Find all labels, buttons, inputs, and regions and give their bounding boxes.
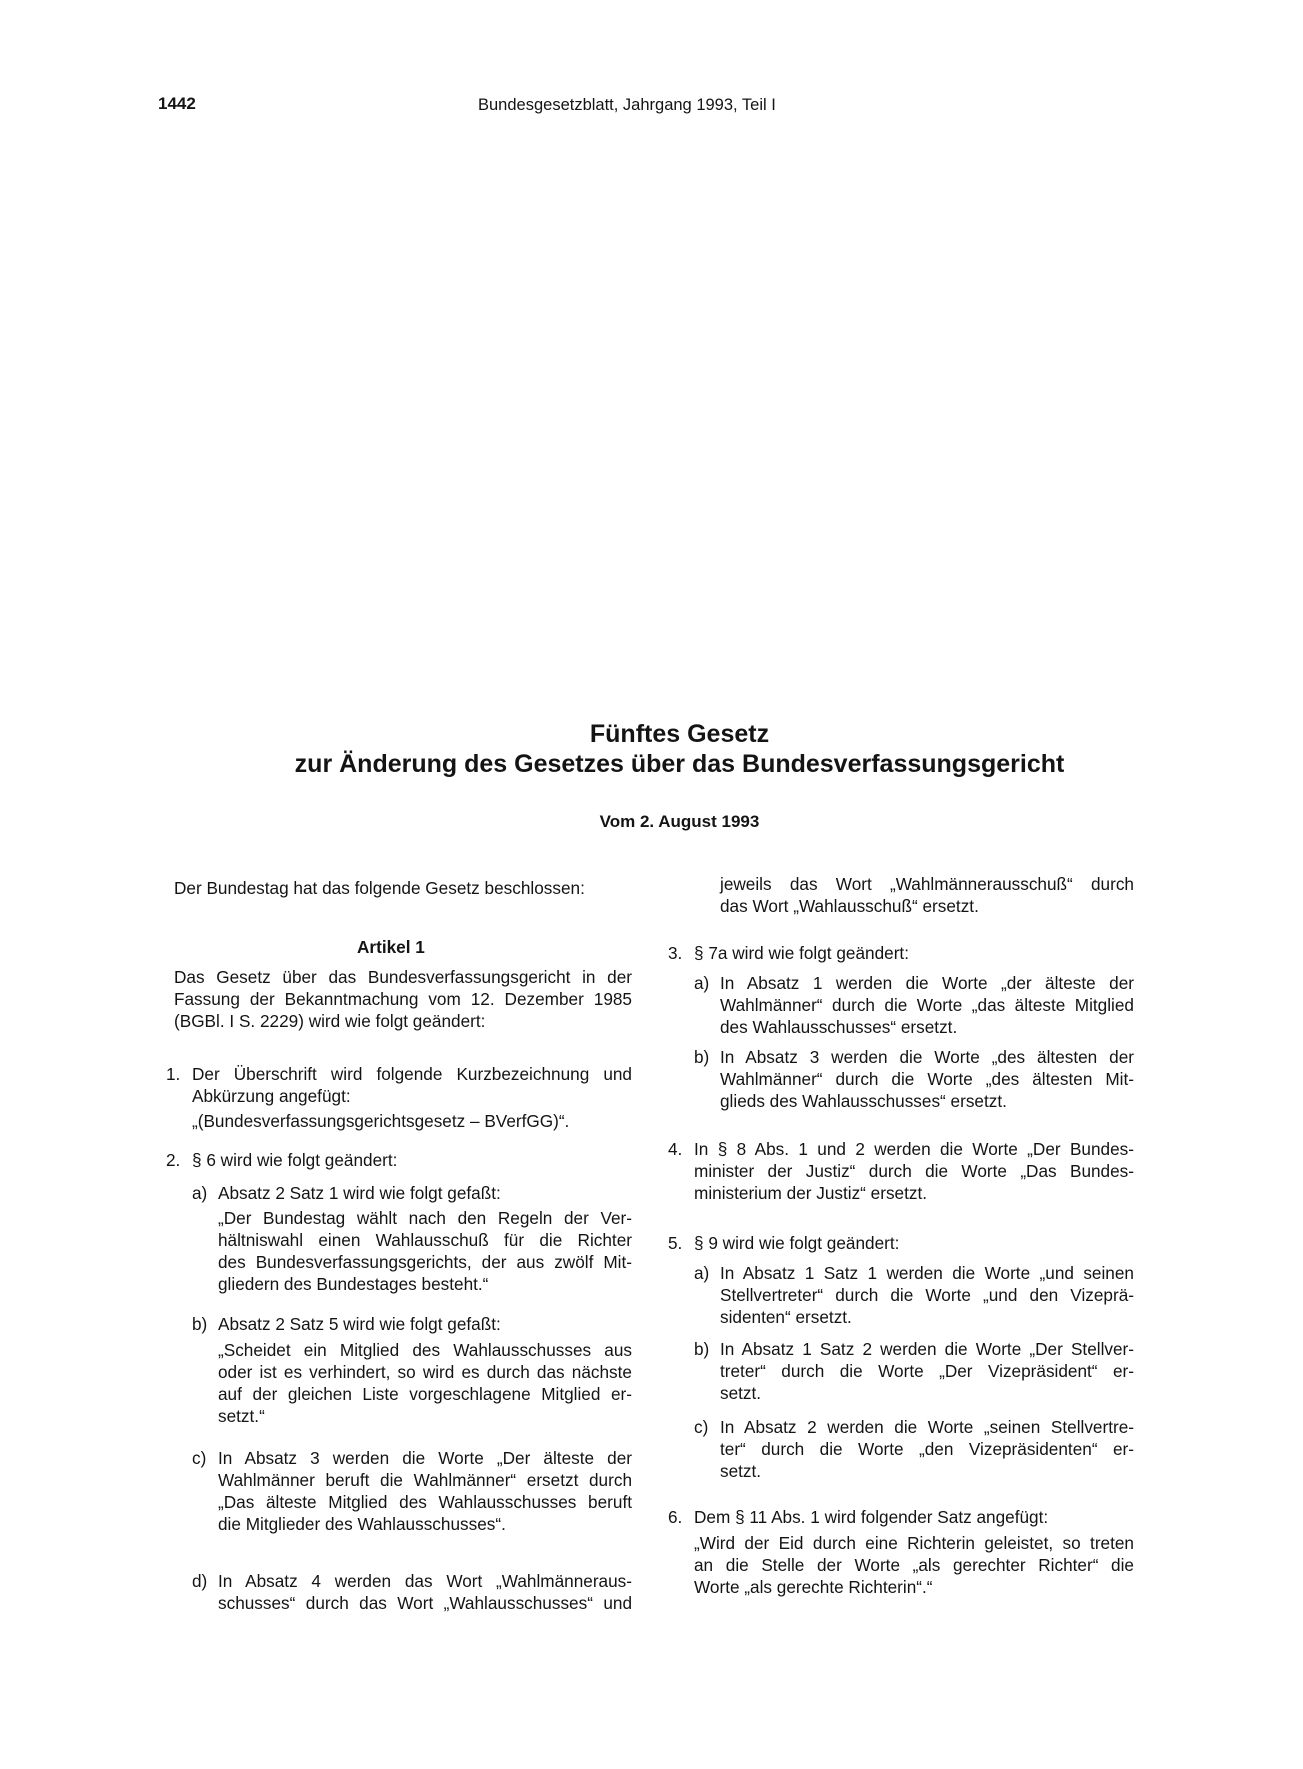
text-line: oder ist es verhindert, so wird es durch das nächste (218, 1362, 632, 1382)
text-line: schusses“ durch das Wort „Wahlausschusses“ und (218, 1593, 632, 1613)
item-number: 2. (166, 1150, 181, 1170)
text-line: In Absatz 1 werden die Worte „der älteste der (720, 973, 1134, 993)
text-line: Wahlmänner“ durch die Worte „des ältesten Mit- (720, 1069, 1134, 1089)
text-line: ter“ durch die Worte „den Vizepräsidenten“ er- (720, 1439, 1134, 1459)
text-line: In Absatz 4 werden das Wort „Wahlmänneraus- (218, 1571, 632, 1591)
law-title-line1: Fünftes Gesetz (589, 720, 770, 748)
text-line: „Das älteste Mitglied des Wahlausschusses beruft (218, 1492, 632, 1512)
text-line: Worte „als gerechte Richterin“.“ (694, 1577, 933, 1597)
subitem-text: Absatz 2 Satz 1 wird wie folgt gefaßt: (218, 1183, 501, 1203)
text-line: gliedern des Bundestages besteht.“ (218, 1274, 489, 1294)
text-line: minister der Justiz“ durch die Worte „Das Bundes- (694, 1161, 1134, 1181)
item-number: 5. (668, 1233, 683, 1253)
article-heading: Artikel 1 (357, 937, 425, 957)
text-line: In Absatz 3 werden die Worte „des ältesten der (720, 1047, 1134, 1067)
subitem-text (218, 1570, 632, 1614)
subitem-text (720, 1416, 1134, 1482)
text-line: In Absatz 3 werden die Worte „Der älteste der (218, 1448, 632, 1468)
text-line: des Wahlausschusses“ ersetzt. (720, 1017, 958, 1037)
item-number: 6. (668, 1507, 683, 1527)
subitem-label: b) (192, 1314, 208, 1334)
text-line: „Der Bundestag wählt nach den Regeln der Ver- (218, 1208, 632, 1228)
text-line: sidenten“ ersetzt. (720, 1307, 852, 1327)
text-line: In Absatz 2 werden die Worte „seinen Stellvertre- (720, 1417, 1134, 1437)
quoted-text (218, 1207, 632, 1295)
list-item: § 6 wird wie folgt geändert: (192, 1150, 398, 1170)
subitem-label: c) (694, 1417, 709, 1437)
subitem-text (720, 1046, 1134, 1112)
text-line: setzt. (720, 1461, 762, 1481)
text-line: ministerium der Justiz“ ersetzt. (694, 1183, 928, 1203)
item-number: 1. (166, 1064, 181, 1084)
subitem-label: a) (192, 1183, 208, 1203)
text-line: hältniswahl einen Wahlausschuß für die Richter (218, 1230, 632, 1250)
subitem-label: a) (694, 973, 710, 993)
law-date: Vom 2. August 1993 (599, 812, 760, 831)
quoted-text: „(Bundesverfassungsgerichtsgesetz – BVerfGG)“. (192, 1111, 570, 1131)
list-item (192, 1063, 632, 1107)
item-number: 4. (668, 1139, 683, 1159)
text-line: „Wird der Eid durch eine Richterin geleistet, so treten (694, 1533, 1134, 1553)
article-intro-paragraph (174, 966, 632, 1032)
text-line: jeweils das Wort „Wahlmännerausschuß“ durch (720, 874, 1134, 894)
subitem-label: a) (694, 1263, 710, 1283)
text-line: Fassung der Bekanntmachung vom 12. Dezember 1985 (174, 989, 632, 1009)
subitem-label: b) (694, 1047, 710, 1067)
subitem-text (720, 1262, 1134, 1328)
text-line: Wahlmänner“ durch die Worte „das älteste Mitglied (720, 995, 1134, 1015)
text-line: treter“ durch die Worte „Der Vizepräsident“ er- (720, 1361, 1134, 1381)
subitem-text (218, 1447, 632, 1535)
text-line: das Wort „Wahlausschuß“ ersetzt. (720, 896, 979, 916)
subitem-label: d) (192, 1571, 208, 1591)
text-line: setzt. (720, 1383, 762, 1403)
text-line: (BGBl. I S. 2229) wird wie folgt geändert: (174, 1011, 486, 1031)
text-line: Das Gesetz über das Bundesverfassungsgericht in der (174, 967, 632, 987)
subitem-label: c) (192, 1448, 207, 1468)
continuation-text (720, 873, 1134, 917)
subitem-text (720, 972, 1134, 1038)
list-item: § 7a wird wie folgt geändert: (694, 943, 909, 963)
text-line: des Bundesverfassungsgerichts, der aus zwölf Mit- (218, 1252, 632, 1272)
enacting-clause: Der Bundestag hat das folgende Gesetz beschlossen: (174, 878, 585, 898)
subitem-text (720, 1338, 1134, 1404)
list-item (694, 1138, 1134, 1204)
item-number: 3. (668, 943, 683, 963)
subitem-text: Absatz 2 Satz 5 wird wie folgt gefaßt: (218, 1314, 501, 1334)
subitem-label: b) (694, 1339, 710, 1359)
text-line: In Absatz 1 Satz 2 werden die Worte „Der Stellver- (720, 1339, 1134, 1359)
text-line: „Scheidet ein Mitglied des Wahlausschusses aus (218, 1340, 632, 1360)
page-number: 1442 (158, 94, 196, 113)
text-line: an die Stelle der Worte „als gerechter Richter“ die (694, 1555, 1134, 1575)
running-header: Bundesgesetzblatt, Jahrgang 1993, Teil I (478, 96, 776, 114)
text-line: Abkürzung angefügt: (192, 1086, 351, 1106)
text-line: die Mitglieder des Wahlausschusses“. (218, 1514, 506, 1534)
text-line: Stellvertreter“ durch die Worte „und den Vizeprä- (720, 1285, 1134, 1305)
text-line: In § 8 Abs. 1 und 2 werden die Worte „Der Bundes- (694, 1139, 1134, 1159)
law-title-line2: zur Änderung des Gesetzes über das Bundesverfassungsgericht (294, 750, 1065, 778)
text-line: Wahlmänner beruft die Wahlmänner“ ersetzt durch (218, 1470, 632, 1490)
text-line: Der Überschrift wird folgende Kurzbezeichnung und (192, 1064, 632, 1084)
text-line: glieds des Wahlausschusses“ ersetzt. (720, 1091, 1007, 1111)
text-line: In Absatz 1 Satz 1 werden die Worte „und seinen (720, 1263, 1134, 1283)
quoted-text (694, 1532, 1134, 1598)
text-line: auf der gleichen Liste vorgeschlagene Mitglied er- (218, 1384, 632, 1404)
list-item: Dem § 11 Abs. 1 wird folgender Satz angefügt: (694, 1507, 1049, 1527)
quoted-text (218, 1339, 632, 1427)
text-line: setzt.“ (218, 1406, 265, 1426)
list-item: § 9 wird wie folgt geändert: (694, 1233, 900, 1253)
